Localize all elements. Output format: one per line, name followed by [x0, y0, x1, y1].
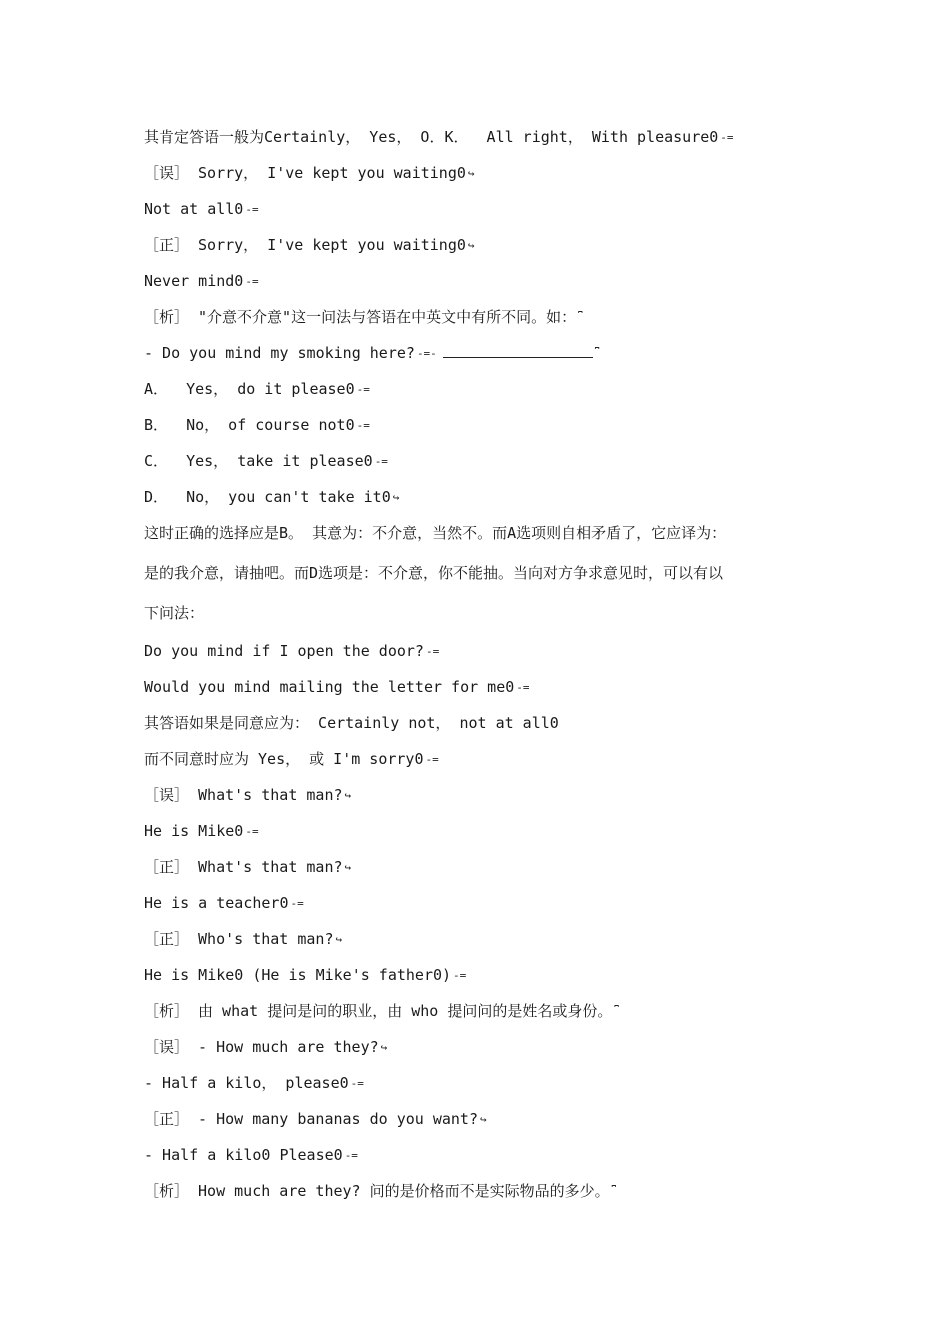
text-line: [144, 487, 399, 508]
paragraph-mark-icon: ↪: [344, 788, 352, 802]
line-text: Do you mind if I open the door?: [144, 642, 424, 660]
text-line: [144, 307, 583, 328]
paragraph-mark-icon: -=: [425, 644, 440, 658]
paragraph-mark-icon: -=: [374, 454, 388, 468]
paragraph-mark-icon: -=: [356, 382, 370, 396]
paragraph-mark-icon: ⎴: [611, 1184, 617, 1198]
paragraph-mark-icon: -=: [516, 680, 530, 694]
text-line: [144, 1073, 364, 1094]
line-text: D． No， you can't take it0: [144, 488, 391, 506]
paragraph-mark-icon: ↪: [467, 166, 475, 180]
text-line: [144, 563, 723, 583]
text-line: [144, 163, 475, 184]
text-line: [144, 235, 475, 256]
line-text: 下问法：: [144, 604, 205, 622]
line-text: ［析］ 由 what 提问是问的职业，由 who 提问问的是姓名或身份。: [144, 1002, 613, 1020]
text-line: [144, 1037, 387, 1058]
paragraph-mark-icon: ↪: [344, 860, 352, 874]
text-line: [144, 379, 370, 400]
line-text: ［析］ How much are they? 问的是价格而不是实际物品的多少。: [144, 1182, 610, 1200]
line-text: - Do you mind my smoking here?: [144, 344, 415, 362]
text-line: [144, 451, 388, 472]
paragraph-mark-icon: -=-: [416, 346, 437, 360]
line-text: - Half a kilo0 Please0: [144, 1146, 343, 1164]
text-line: [144, 713, 559, 733]
paragraph-mark-icon: ⎴: [594, 346, 600, 360]
answer-blank: [443, 343, 593, 358]
paragraph-mark-icon: ↪: [392, 490, 400, 504]
text-line: [144, 677, 530, 698]
line-text: ［误］ What's that man?: [144, 786, 343, 804]
paragraph-mark-icon: -=: [356, 418, 370, 432]
paragraph-mark-icon: -=: [425, 752, 439, 766]
text-line: [144, 821, 259, 842]
line-text: C． Yes， take it please0: [144, 452, 373, 470]
line-text: ［正］ What's that man?: [144, 858, 343, 876]
text-line: [144, 749, 439, 770]
line-text: - Half a kilo， please0: [144, 1074, 349, 1092]
paragraph-mark-icon: ↪: [335, 932, 343, 946]
text-line: [144, 271, 259, 292]
text-line: [144, 785, 351, 806]
text-line: [144, 641, 439, 662]
line-text: ［误］ Sorry， I've kept you waiting0: [144, 164, 466, 182]
paragraph-mark-icon: -=: [245, 274, 259, 288]
line-text: A． Yes， do it please0: [144, 380, 355, 398]
text-line: [144, 343, 599, 364]
line-text: Not at all0: [144, 200, 244, 218]
line-text: ［误］ - How much are they?: [144, 1038, 379, 1056]
text-line: [144, 603, 204, 623]
line-text: 其答语如果是同意应为： Certainly not， not at all0: [144, 714, 559, 732]
line-text: 而不同意时应为 Yes， 或 I'm sorry0: [144, 750, 424, 768]
line-text: 这时正确的选择应是B。 其意为：不介意，当然不。而A选项则自相矛盾了，它应译为：: [144, 524, 727, 542]
text-line: [144, 929, 342, 950]
line-text: ［正］ Sorry， I've kept you waiting0: [144, 236, 466, 254]
line-text: He is Mike0: [144, 822, 244, 840]
line-text: B． No， of course not0: [144, 416, 355, 434]
text-line: [144, 127, 734, 148]
line-text: ［正］ - How many bananas do you want?: [144, 1110, 478, 1128]
line-text: 其肯定答语一般为Certainly， Yes， O．K． All right， With pleasure0: [144, 128, 719, 146]
text-line: [144, 199, 259, 220]
line-text: Never mind0: [144, 272, 244, 290]
paragraph-mark-icon: -=: [350, 1076, 364, 1090]
paragraph-mark-icon: -=: [344, 1148, 358, 1162]
text-line: [144, 893, 304, 914]
paragraph-mark-icon: ↪: [480, 1112, 487, 1126]
paragraph-mark-icon: ↪: [467, 238, 475, 252]
text-line: [144, 857, 351, 878]
line-text: ［析］ "介意不介意"这一问法与答语在中英文中有所不同。如：: [144, 308, 577, 326]
paragraph-mark-icon: ⎴: [614, 1004, 619, 1018]
line-text: He is Mike0 (He is Mike's father0): [144, 966, 452, 984]
line-text: He is a teacher0: [144, 894, 289, 912]
text-line: [144, 1181, 616, 1202]
text-line: [144, 965, 466, 986]
paragraph-mark-icon: ⎴: [578, 310, 583, 324]
line-text: 是的我介意，请抽吧。而D选项是：不介意，你不能抽。当向对方争求意见时，可以有以: [144, 564, 724, 582]
text-line: [144, 1001, 619, 1022]
paragraph-mark-icon: -=: [453, 968, 467, 982]
line-text: ［正］ Who's that man?: [144, 930, 334, 948]
text-line: [144, 523, 726, 543]
paragraph-mark-icon: -=: [720, 130, 734, 144]
line-text: Would you mind mailing the letter for me0: [144, 678, 515, 696]
paragraph-mark-icon: -=: [245, 824, 259, 838]
paragraph-mark-icon: -=: [245, 202, 259, 216]
text-line: [144, 415, 370, 436]
paragraph-mark-icon: -=: [290, 896, 304, 910]
text-line: [144, 1109, 487, 1130]
text-line: [144, 1145, 358, 1166]
paragraph-mark-icon: ↪: [380, 1040, 388, 1054]
